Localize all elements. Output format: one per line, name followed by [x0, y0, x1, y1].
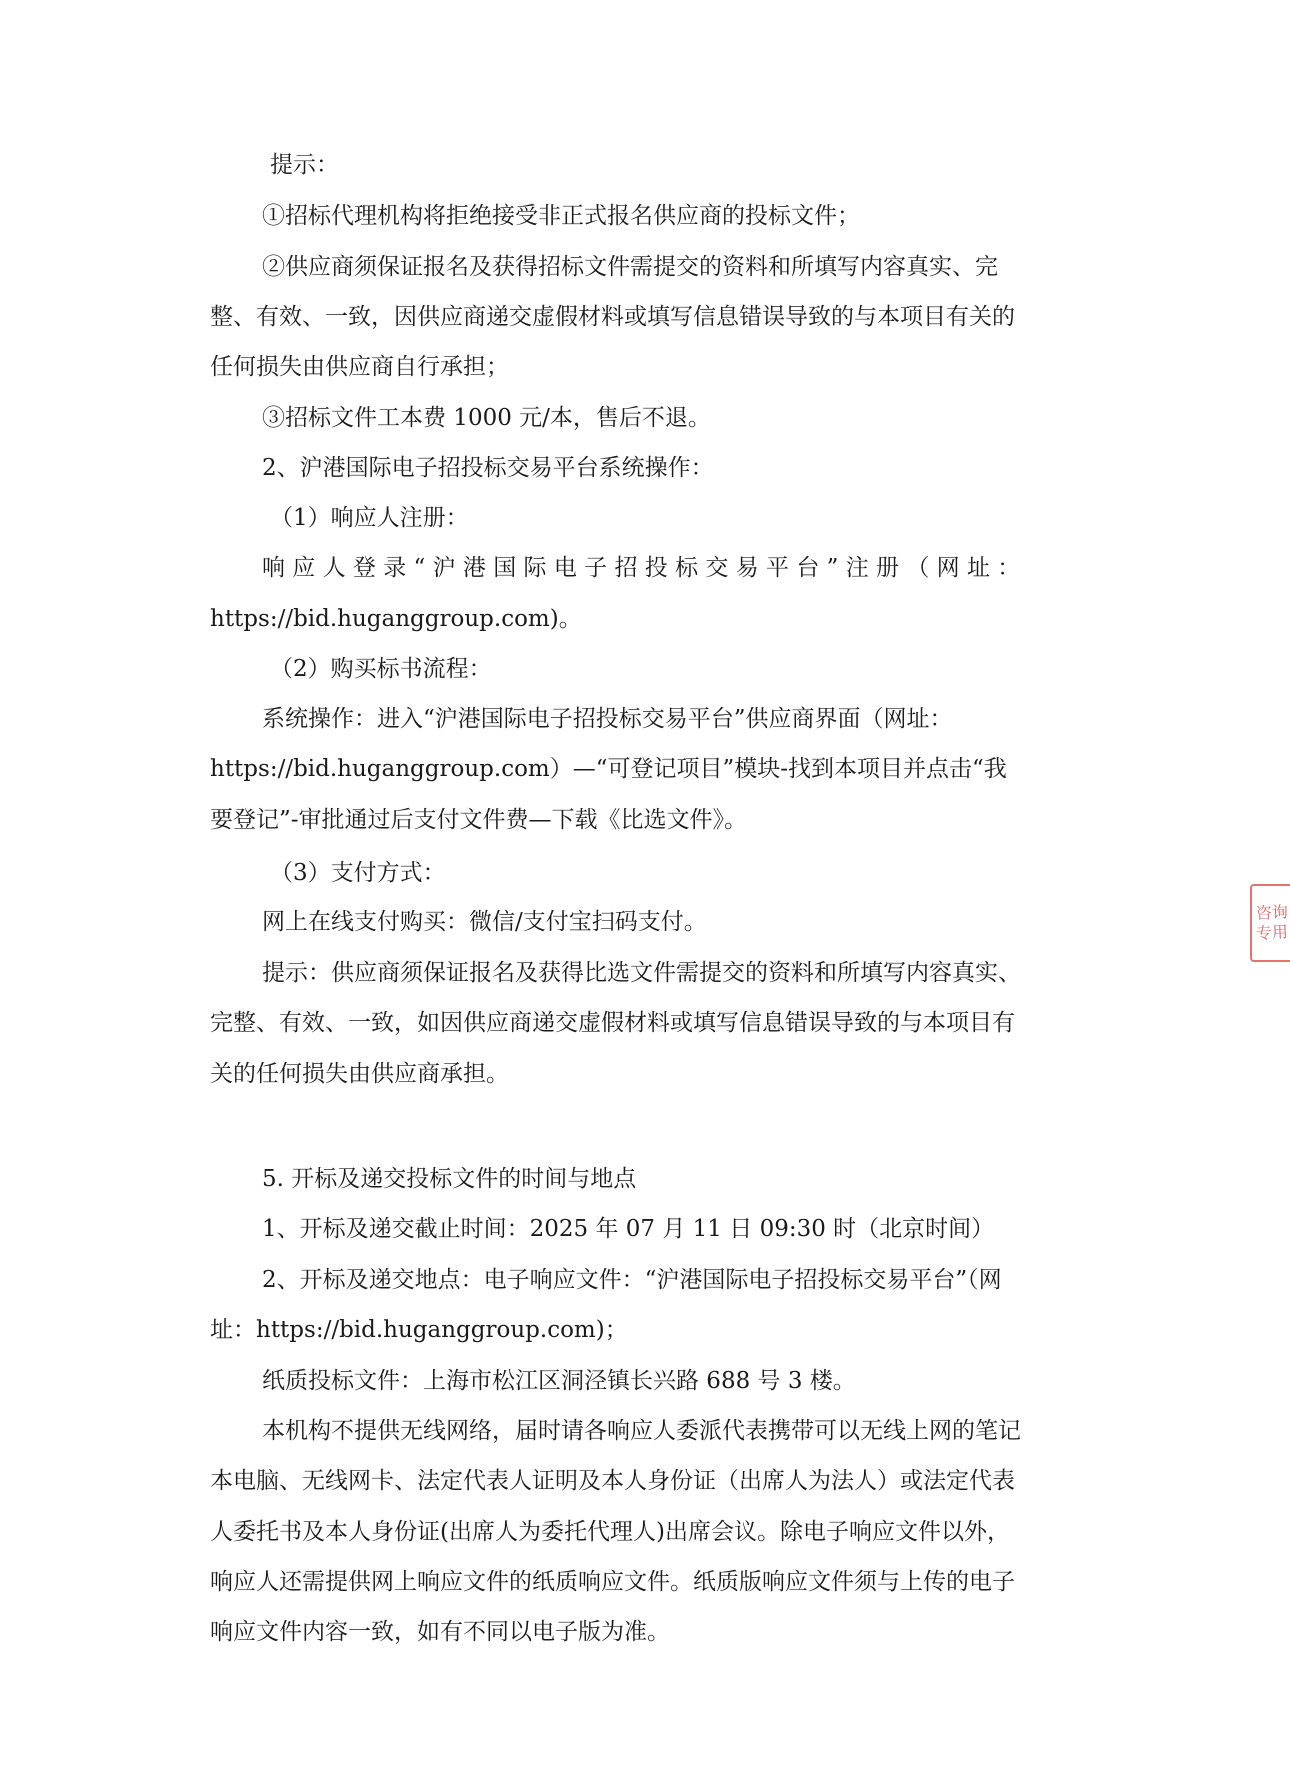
- step-2-line-1: 系统操作：进入“沪港国际电子招投标交易平台”供应商界面（网址：: [262, 706, 953, 732]
- step-1-line-2: https://bid.huganggroup.com)。: [210, 606, 582, 632]
- tip-final-line-3: 关的任何损失由供应商承担。: [210, 1061, 509, 1087]
- location-line-2: 址：https://bid.huganggroup.com)；: [210, 1317, 628, 1343]
- tip-3: ③招标文件工本费 1000 元/本，售后不退。: [262, 405, 711, 431]
- notice-line-3: 人委托书及本人身份证(出席人为委托代理人)出席会议。除电子响应文件以外，: [210, 1519, 1010, 1545]
- tip-1: ①招标代理机构将拒绝接受非正式报名供应商的投标文件；: [262, 203, 860, 229]
- seal-text-top: 咨询: [1255, 902, 1289, 923]
- section-2-title: 2、沪港国际电子招投标交易平台系统操作：: [262, 455, 714, 481]
- tip-2-line-2: 整、有效、一致，因供应商递交虚假材料或填写信息错误导致的与本项目有关的: [210, 304, 1015, 330]
- step-1-line-1: 响 应 人 登 录 “ 沪 港 国 际 电 子 招 投 标 交 易 平 台 ” 注 册 （ 网 址 ：: [262, 555, 1021, 581]
- location-line-1: 2、开标及递交地点：电子响应文件：“沪港国际电子招投标交易平台”（网: [262, 1267, 1002, 1293]
- seal-text-bottom: 专用: [1255, 922, 1289, 943]
- step-3-line-1: 网上在线支付购买：微信/支付宝扫码支付。: [262, 909, 707, 935]
- section-5-title: 5. 开标及递交投标文件的时间与地点: [262, 1166, 637, 1192]
- notice-line-2: 本电脑、无线网卡、法定代表人证明及本人身份证（出席人为法人）或法定代表: [210, 1468, 1015, 1494]
- tip-2-line-3: 任何损失由供应商自行承担；: [210, 354, 509, 380]
- paper-location: 纸质投标文件：上海市松江区洞泾镇长兴路 688 号 3 楼。: [262, 1368, 856, 1394]
- tip-final-line-2: 完整、有效、一致，如因供应商递交虚假材料或填写信息错误导致的与本项目有: [210, 1010, 1015, 1036]
- step-1-title: （1）响应人注册：: [270, 505, 469, 531]
- notice-line-5: 响应文件内容一致，如有不同以电子版为准。: [210, 1619, 670, 1645]
- tip-2-line-1: ②供应商须保证报名及获得招标文件需提交的资料和所填写内容真实、完: [262, 254, 998, 280]
- step-2-line-3: 要登记”-审批通过后支付文件费—下载《比选文件》。: [210, 807, 748, 833]
- step-2-title: （2）购买标书流程：: [270, 656, 492, 682]
- notice-line-4: 响应人还需提供网上响应文件的纸质响应文件。纸质版响应文件须与上传的电子: [210, 1569, 1015, 1595]
- notice-line-1: 本机构不提供无线网络，届时请各响应人委派代表携带可以无线上网的笔记: [262, 1418, 1021, 1444]
- tip-final-line-1: 提示：供应商须保证报名及获得比选文件需提交的资料和所填写内容真实、: [262, 960, 1021, 986]
- tips-title: 提示：: [270, 152, 339, 178]
- step-3-title: （3）支付方式：: [270, 860, 446, 886]
- step-2-line-2: https://bid.huganggroup.com）—“可登记项目”模块-找到本项目并点击“我: [210, 756, 1007, 782]
- seal-stamp: [1250, 884, 1290, 962]
- deadline: 1、开标及递交截止时间：2025 年 07 月 11 日 09:30 时（北京时间）: [262, 1216, 995, 1242]
